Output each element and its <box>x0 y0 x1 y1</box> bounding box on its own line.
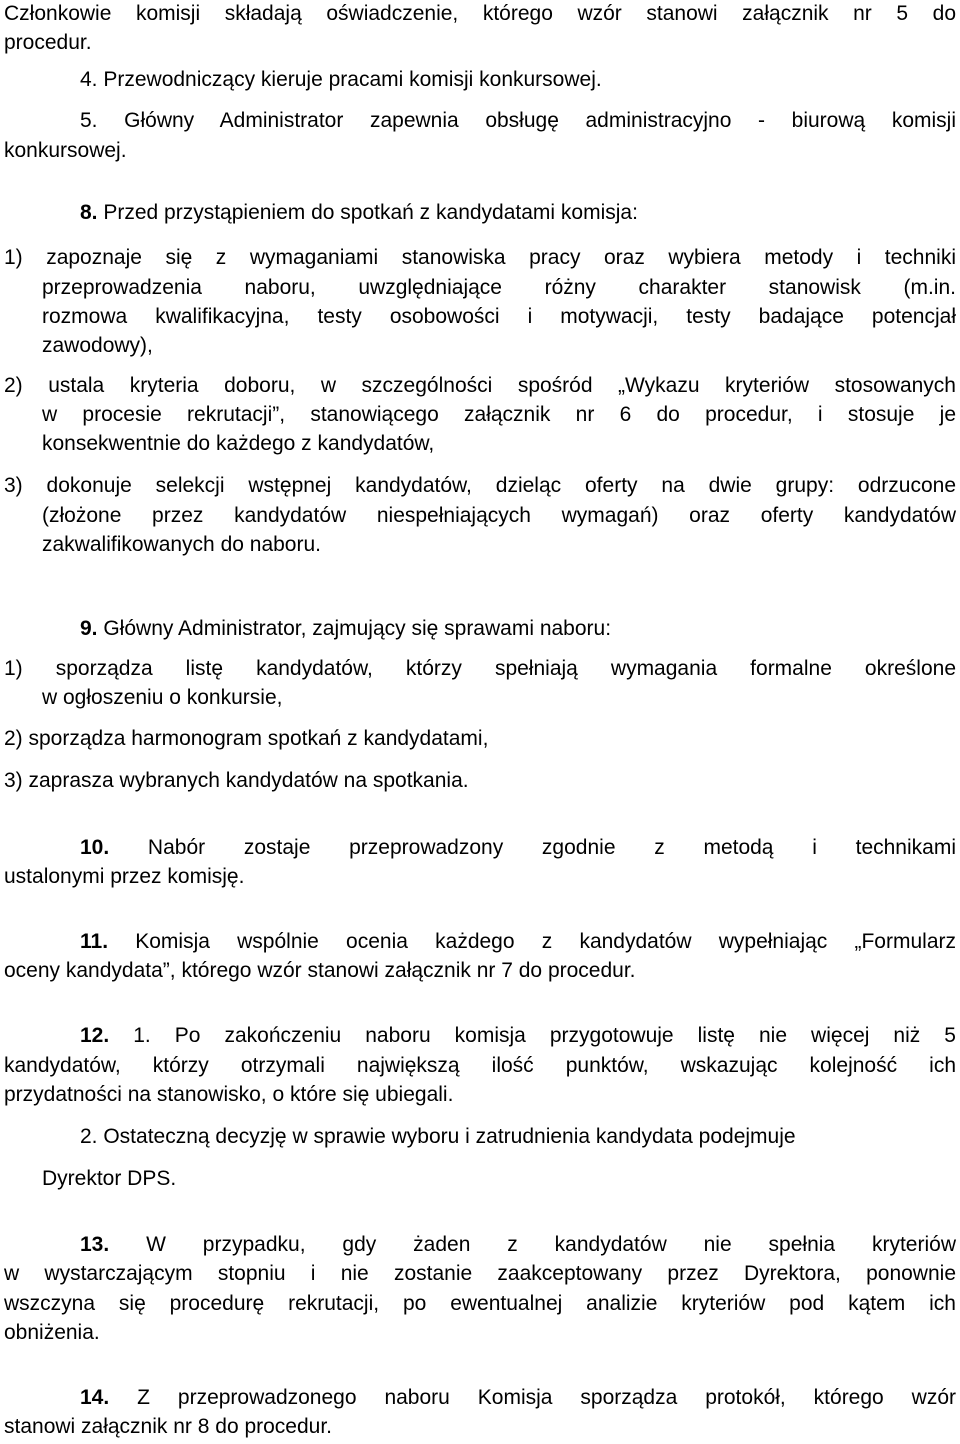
list-item-line: 3) dokonuje selekcji wstępnej kandydatów, dzieląc oferty na dwie grupy: odrzucone <box>4 474 956 497</box>
section-number: 14. <box>80 1386 110 1409</box>
list-item-line: przeprowadzenia naboru, uwzględniające różny charakter stanowisk (m.in. <box>42 276 956 299</box>
list-item-line: w procesie rekrutacji”, stanowiącego załącznik nr 6 do procedur, i stosuje je <box>42 403 956 426</box>
list-item-line: 1) sporządza listę kandydatów, którzy spełniają wymagania formalne określone <box>4 657 956 680</box>
section-heading <box>80 1386 956 1410</box>
section-intro: Główny Administrator, zajmujący się sprawami naboru: <box>97 617 612 640</box>
list-item-line: zawodowy), <box>42 334 153 357</box>
section-number: 13. <box>80 1233 110 1256</box>
section-number: 11. <box>80 930 109 953</box>
text-line: Dyrektor DPS. <box>42 1167 177 1190</box>
text-line: 4. Przewodniczący kieruje pracami komisji konkursowej. <box>80 68 602 91</box>
text-line: Członkowie komisji składają oświadczenie, którego wzór stanowi załącznik nr 5 do <box>4 2 956 25</box>
section-number: 10. <box>80 836 110 859</box>
list-item-line: 3) zaprasza wybranych kandydatów na spotkania. <box>4 769 469 792</box>
text-line: ustalonymi przez komisję. <box>4 865 245 888</box>
section-heading <box>80 617 611 641</box>
text-line: procedur. <box>4 31 92 54</box>
section-text: Komisja wspólnie ocenia każdego z kandydatów wypełniając „Formularz <box>108 930 956 953</box>
text-line: przydatności na stanowisko, o które się ubiegali. <box>4 1083 454 1106</box>
section-intro: Przed przystąpieniem do spotkań z kandydatami komisja: <box>97 201 638 224</box>
text-line: 5. Główny Administrator zapewnia obsługę administracyjno - biurową komisji <box>80 109 956 132</box>
section-heading <box>80 201 638 225</box>
text-line: oceny kandydata”, którego wzór stanowi załącznik nr 7 do procedur. <box>4 959 636 982</box>
section-number: 8. <box>80 201 98 224</box>
section-text: Z przeprowadzonego naboru Komisja sporządza protokół, którego wzór <box>109 1386 956 1409</box>
section-number: 12. <box>80 1024 110 1047</box>
text-line: kandydatów, którzy otrzymali największą ilość punktów, wskazując kolejność ich <box>4 1054 956 1077</box>
section-heading <box>80 836 956 860</box>
list-item-line: zakwalifikowanych do naboru. <box>42 533 321 556</box>
section-heading <box>80 1024 956 1048</box>
text-line: w wystarczającym stopniu i nie zostanie zaakceptowany przez Dyrektora, ponownie <box>4 1262 956 1285</box>
section-text: W przypadku, gdy żaden z kandydatów nie spełnia kryteriów <box>109 1233 956 1256</box>
section-heading <box>80 930 956 954</box>
section-text: Nabór zostaje przeprowadzony zgodnie z metodą i technikami <box>109 836 956 859</box>
section-number: 9. <box>80 617 98 640</box>
text-line: obniżenia. <box>4 1321 100 1344</box>
section-heading <box>80 1233 956 1257</box>
section-text: 1. Po zakończeniu naboru komisja przygotowuje listę nie więcej niż 5 <box>109 1024 956 1047</box>
list-item-line: 1) zapoznaje się z wymaganiami stanowiska pracy oraz wybiera metody i techniki <box>4 246 956 269</box>
list-item-line: rozmowa kwalifikacyjna, testy osobowości i motywacji, testy badające potencjał <box>42 305 956 328</box>
text-line: stanowi załącznik nr 8 do procedur. <box>4 1415 333 1438</box>
text-line: konkursowej. <box>4 139 127 162</box>
text-line: wszczyna się procedurę rekrutacji, po ewentualnej analizie kryteriów pod kątem ich <box>4 1292 956 1315</box>
list-item-line: (złożone przez kandydatów niespełniających wymagań) oraz oferty kandydatów <box>42 504 956 527</box>
list-item-line: konsekwentnie do każdego z kandydatów, <box>42 432 435 455</box>
list-item-line: 2) sporządza harmonogram spotkań z kandydatami, <box>4 727 489 750</box>
list-item-line: w ogłoszeniu o konkursie, <box>42 686 283 709</box>
list-item-line: 2) ustala kryteria doboru, w szczególności spośród „Wykazu kryteriów stosowanych <box>4 374 956 397</box>
text-line: 2. Ostateczną decyzję w sprawie wyboru i zatrudnienia kandydata podejmuje <box>80 1125 796 1148</box>
